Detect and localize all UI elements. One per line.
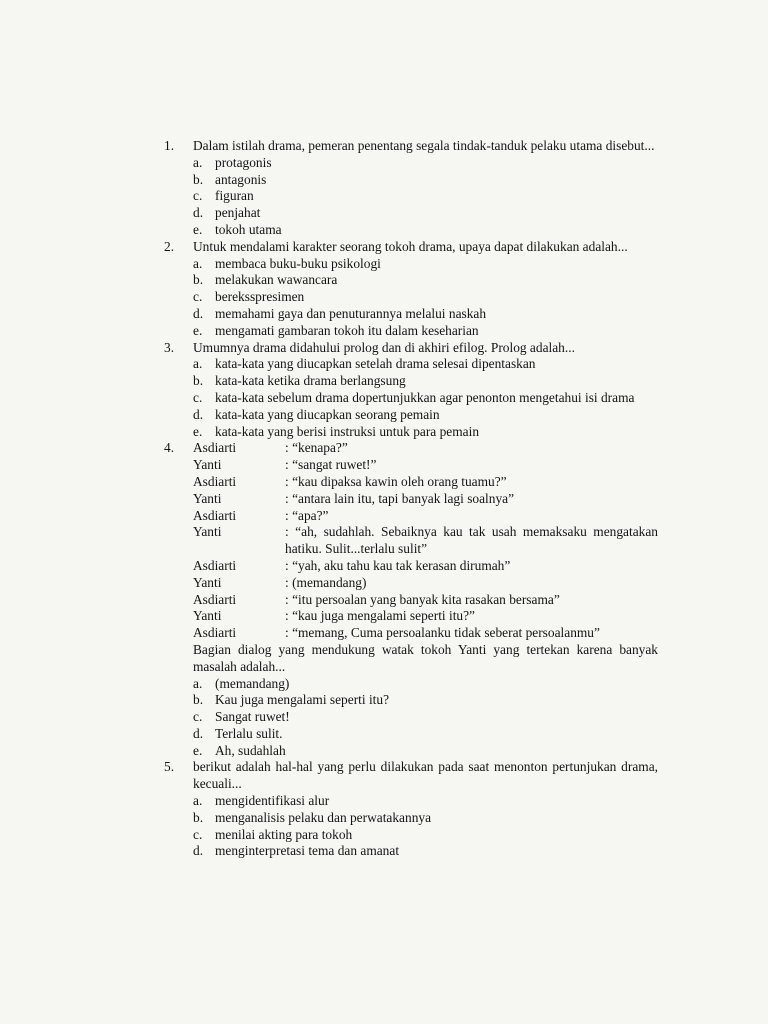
option-c (193, 709, 658, 726)
option-letter: e. (193, 742, 203, 758)
option-b (193, 373, 658, 390)
option-text: memahami gaya dan penuturannya melalui naskah (215, 305, 487, 321)
option-c (193, 390, 658, 407)
question-2 (164, 239, 658, 340)
question-number: 3. (164, 339, 175, 355)
dialog-line (193, 524, 658, 558)
dialog-line (193, 474, 658, 491)
dialog-speaker: Asdiarti (193, 440, 237, 456)
option-letter: d. (193, 305, 204, 321)
question-1 (164, 138, 658, 239)
option-d (193, 306, 658, 323)
option-text: menganalisis pelaku dan perwatakannya (215, 809, 432, 825)
question-4 (164, 440, 658, 759)
option-text: Sangat ruwet! (215, 709, 290, 725)
option-text: mengidentifikasi alur (215, 793, 330, 809)
option-text: menilai akting para tokoh (215, 826, 353, 842)
option-letter: d. (193, 843, 204, 859)
dialog-utterance: : “ah, sudahlah. Sebaiknya kau tak usah memaksaku mengatakan hatiku. Sulit...terlalu sulit” (285, 524, 658, 557)
dialog-line (193, 440, 658, 457)
option-text: mengamati gambaran tokoh itu dalam keseharian (215, 322, 479, 338)
dialog-line (193, 625, 658, 642)
dialog-line (193, 575, 658, 592)
option-letter: c. (193, 188, 203, 204)
option-letter: a. (193, 154, 203, 170)
option-a (193, 356, 658, 373)
option-letter: a. (193, 675, 203, 691)
option-e (193, 323, 658, 340)
dialog-line (193, 508, 658, 525)
option-text: bereksspresimen (215, 289, 305, 305)
option-letter: a. (193, 793, 203, 809)
question-number: 1. (164, 138, 175, 153)
question-list (164, 138, 658, 860)
option-text: figuran (215, 188, 254, 204)
option-e (193, 424, 658, 441)
option-text: menginterpretasi tema dan amanat (215, 843, 400, 859)
option-a (193, 256, 658, 273)
dialog-utterance: : “memang, Cuma persoalanku tidak seberat persoalanmu” (285, 625, 600, 641)
option-letter: b. (193, 692, 204, 708)
dialog-block (193, 440, 658, 642)
option-letter: c. (193, 389, 203, 405)
option-text: kata-kata ketika drama berlangsung (215, 373, 406, 389)
option-text: kata-kata yang diucapkan setelah drama selesai dipentaskan (215, 356, 536, 372)
question-text: Dalam istilah drama, pemeran penentang segala tindak-tanduk pelaku utama disebut... (193, 138, 655, 153)
question-number: 2. (164, 238, 175, 254)
option-letter: c. (193, 289, 203, 305)
option-letter: e. (193, 322, 203, 338)
option-letter: d. (193, 205, 204, 221)
question-text: Untuk mendalami karakter seorang tokoh drama, upaya dapat dilakukan adalah... (193, 238, 628, 254)
dialog-line (193, 608, 658, 625)
option-letter: a. (193, 255, 203, 271)
option-text: protagonis (215, 154, 272, 170)
option-d (193, 843, 658, 860)
option-c (193, 827, 658, 844)
dialog-line (193, 558, 658, 575)
option-letter: c. (193, 709, 203, 725)
option-text: (memandang) (215, 675, 290, 691)
dialog-speaker: Asdiarti (193, 557, 237, 573)
question-text: berikut adalah hal-hal yang perlu dilakukan pada saat menonton pertunjukan drama, kecuali... (193, 759, 658, 792)
question-5 (164, 759, 658, 860)
dialog-utterance: : “kau dipaksa kawin oleh orang tuamu?” (285, 473, 507, 489)
dialog-utterance: : “yah, aku tahu kau tak kerasan dirumah” (285, 557, 511, 573)
option-text: membaca buku-buku psikologi (215, 255, 381, 271)
option-letter: c. (193, 826, 203, 842)
dialog-speaker: Asdiarti (193, 473, 237, 489)
option-text: Terlalu sulit. (215, 725, 283, 741)
option-b (193, 172, 658, 189)
question-text: Bagian dialog yang mendukung watak tokoh Yanti yang tertekan karena banyak masalah adalah... (193, 641, 658, 674)
option-letter: b. (193, 272, 204, 288)
option-letter: e. (193, 423, 203, 439)
option-b (193, 272, 658, 289)
dialog-speaker: Yanti (193, 574, 222, 590)
dialog-speaker: Yanti (193, 608, 222, 624)
dialog-speaker: Asdiarti (193, 591, 237, 607)
dialog-line (193, 491, 658, 508)
option-text: kata-kata yang berisi instruksi untuk para pemain (215, 423, 480, 439)
question-text: Umumnya drama didahului prolog dan di akhiri efilog. Prolog adalah... (193, 339, 575, 355)
option-c (193, 188, 658, 205)
option-b (193, 810, 658, 827)
option-text: antagonis (215, 171, 267, 187)
dialog-utterance: : “apa?” (285, 507, 329, 523)
option-e (193, 222, 658, 239)
dialog-speaker: Yanti (193, 457, 222, 473)
dialog-utterance: : “sangat ruwet!” (285, 457, 377, 473)
dialog-utterance: : “kenapa?” (285, 440, 348, 456)
question-number: 5. (164, 759, 175, 775)
option-e (193, 743, 658, 760)
option-b (193, 692, 658, 709)
option-letter: b. (193, 171, 204, 187)
dialog-utterance: : (memandang) (285, 574, 367, 590)
option-d (193, 726, 658, 743)
dialog-speaker: Yanti (193, 490, 222, 506)
option-d (193, 205, 658, 222)
option-text: tokoh utama (215, 221, 282, 237)
option-letter: e. (193, 221, 203, 237)
option-text: penjahat (215, 205, 261, 221)
dialog-line (193, 457, 658, 474)
option-a (193, 155, 658, 172)
option-a (193, 793, 658, 810)
option-text: melakukan wawancara (215, 272, 338, 288)
option-letter: b. (193, 373, 204, 389)
option-text: kata-kata yang diucapkan seorang pemain (215, 406, 440, 422)
option-a (193, 676, 658, 693)
option-text: kata-kata sebelum drama dopertunjukkan agar penonton mengetahui isi drama (215, 389, 635, 405)
option-text: Kau juga mengalami seperti itu? (215, 692, 390, 708)
dialog-utterance: : “antara lain itu, tapi banyak lagi soalnya” (285, 490, 515, 506)
option-c (193, 289, 658, 306)
dialog-speaker: Asdiarti (193, 507, 237, 523)
question-number: 4. (164, 440, 175, 456)
option-text: Ah, sudahlah (215, 742, 286, 758)
dialog-utterance: : “kau juga mengalami seperti itu?” (285, 608, 475, 624)
option-letter: a. (193, 356, 203, 372)
dialog-utterance: : “itu persoalan yang banyak kita rasakan bersama” (285, 591, 560, 607)
dialog-speaker: Asdiarti (193, 625, 237, 641)
dialog-speaker: Yanti (193, 524, 222, 540)
option-letter: d. (193, 725, 204, 741)
option-d (193, 407, 658, 424)
question-3 (164, 340, 658, 441)
dialog-line (193, 592, 658, 609)
option-letter: b. (193, 809, 204, 825)
option-letter: d. (193, 406, 204, 422)
